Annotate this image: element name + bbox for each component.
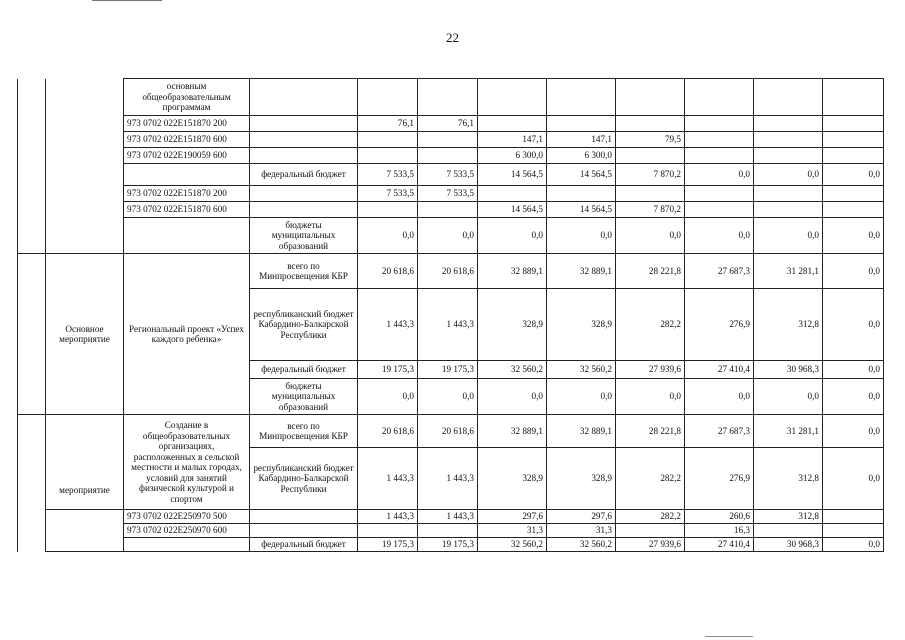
table-row-code	[18, 148, 884, 164]
value-cell: 27 939,6	[616, 538, 685, 552]
value-cell: 76,1	[358, 116, 418, 132]
value-cell: 7 533,5	[418, 164, 478, 186]
source-cell: федеральный бюджет	[250, 164, 358, 186]
value-cell	[418, 524, 478, 538]
value-cell: 20 618,6	[358, 415, 418, 448]
table-row-code	[18, 116, 884, 132]
source-cell	[250, 202, 358, 218]
value-cell: 6 300,0	[478, 148, 547, 164]
value-cell: 276,9	[685, 289, 754, 361]
source-cell	[250, 79, 358, 116]
value-cell: 1 443,3	[418, 448, 478, 510]
value-cell	[616, 186, 685, 202]
value-cell: 0,0	[685, 379, 754, 415]
budget-code-cell: 973 0702 022E250970 500	[124, 510, 250, 524]
description-cell	[124, 538, 250, 552]
value-cell: 14 564,5	[478, 202, 547, 218]
value-cell: 27 410,4	[685, 538, 754, 552]
source-cell: всего по Минпросвещения КБР	[250, 415, 358, 448]
value-cell: 0,0	[418, 218, 478, 254]
value-cell: 282,2	[616, 448, 685, 510]
value-cell: 7 533,5	[358, 164, 418, 186]
value-cell	[823, 202, 884, 218]
value-cell	[358, 148, 418, 164]
value-cell: 276,9	[685, 448, 754, 510]
value-cell	[823, 510, 884, 524]
value-cell: 30 968,3	[754, 361, 823, 379]
value-cell	[754, 524, 823, 538]
table-row-code	[18, 510, 884, 524]
value-cell	[685, 148, 754, 164]
value-cell: 27 410,4	[685, 361, 754, 379]
value-cell: 1 443,3	[418, 510, 478, 524]
value-cell: 27 687,3	[685, 254, 754, 289]
value-cell	[685, 186, 754, 202]
value-cell: 31 281,1	[754, 415, 823, 448]
project-name-cell: Региональный проект «Успех каждого ребенка»	[124, 254, 250, 415]
value-cell: 0,0	[823, 448, 884, 510]
value-cell	[358, 79, 418, 116]
source-cell	[250, 132, 358, 148]
value-cell	[616, 148, 685, 164]
budget-code-cell: 973 0702 022E151870 600	[124, 132, 250, 148]
value-cell: 328,9	[547, 289, 616, 361]
value-cell: 0,0	[547, 218, 616, 254]
value-cell: 1 443,3	[358, 510, 418, 524]
value-cell: 32 560,2	[547, 361, 616, 379]
value-cell: 297,6	[547, 510, 616, 524]
value-cell	[616, 116, 685, 132]
value-cell: 0,0	[754, 164, 823, 186]
value-cell	[754, 79, 823, 116]
value-cell	[685, 116, 754, 132]
value-cell: 312,8	[754, 289, 823, 361]
value-cell: 0,0	[418, 379, 478, 415]
value-cell	[823, 524, 884, 538]
table-body	[18, 79, 884, 552]
value-cell: 0,0	[754, 218, 823, 254]
value-cell: 0,0	[823, 289, 884, 361]
value-cell: 0,0	[823, 538, 884, 552]
value-cell: 328,9	[478, 448, 547, 510]
source-cell	[250, 510, 358, 524]
activity-type-cell: мероприятие	[46, 415, 124, 510]
value-cell: 79,5	[616, 132, 685, 148]
value-cell: 19 175,3	[418, 538, 478, 552]
value-cell: 147,1	[478, 132, 547, 148]
value-cell: 30 968,3	[754, 538, 823, 552]
table-row-federal	[18, 538, 884, 552]
value-cell	[685, 132, 754, 148]
table-row-federal	[18, 164, 884, 186]
value-cell: 0,0	[547, 379, 616, 415]
table-row-municipal	[18, 218, 884, 254]
value-cell	[823, 116, 884, 132]
col-number-cell	[18, 79, 46, 254]
value-cell: 0,0	[823, 415, 884, 448]
value-cell: 328,9	[547, 448, 616, 510]
col-number-cell	[18, 254, 46, 415]
value-cell: 0,0	[616, 379, 685, 415]
activity-name-cell: Создание в общеобразовательных организациях, расположенных в сельской местности и малых городах, условий для занятий физической культурой и спортом	[124, 415, 250, 510]
value-cell: 282,2	[616, 510, 685, 524]
value-cell: 19 175,3	[358, 361, 418, 379]
value-cell: 7 533,5	[418, 186, 478, 202]
value-cell: 0,0	[685, 218, 754, 254]
value-cell: 14 564,5	[478, 164, 547, 186]
source-cell: федеральный бюджет	[250, 538, 358, 552]
source-cell: всего по Минпросвещения КБР	[250, 254, 358, 289]
description-cell	[124, 164, 250, 186]
value-cell: 16,3	[685, 524, 754, 538]
value-cell	[418, 202, 478, 218]
value-cell: 31,3	[478, 524, 547, 538]
value-cell: 32 889,1	[547, 415, 616, 448]
value-cell: 31,3	[547, 524, 616, 538]
value-cell: 328,9	[478, 289, 547, 361]
value-cell: 260,6	[685, 510, 754, 524]
value-cell: 1 443,3	[358, 289, 418, 361]
value-cell: 147,1	[547, 132, 616, 148]
value-cell: 28 221,8	[616, 254, 685, 289]
value-cell	[823, 79, 884, 116]
table-row-code	[18, 524, 884, 538]
table-row-activity	[18, 415, 884, 448]
value-cell	[418, 148, 478, 164]
source-cell	[250, 186, 358, 202]
budget-code-cell: 973 0702 022E190059 600	[124, 148, 250, 164]
value-cell: 0,0	[358, 379, 418, 415]
value-cell	[547, 116, 616, 132]
value-cell: 76,1	[418, 116, 478, 132]
value-cell	[754, 202, 823, 218]
value-cell	[358, 132, 418, 148]
value-cell: 7 533,5	[358, 186, 418, 202]
value-cell: 32 889,1	[547, 254, 616, 289]
value-cell: 20 618,6	[418, 415, 478, 448]
source-cell: бюджеты муниципальных образований	[250, 379, 358, 415]
budget-table	[17, 78, 884, 552]
value-cell	[616, 524, 685, 538]
table-row-continuation	[18, 79, 884, 116]
value-cell: 0,0	[685, 164, 754, 186]
scan-mark-bottom	[705, 636, 753, 637]
budget-code-cell: 973 0702 022E151870 200	[124, 116, 250, 132]
value-cell: 32 560,2	[478, 361, 547, 379]
table-row-code	[18, 186, 884, 202]
description-cell	[124, 218, 250, 254]
value-cell: 20 618,6	[358, 254, 418, 289]
scan-mark-top	[92, 0, 162, 4]
value-cell: 31 281,1	[754, 254, 823, 289]
value-cell: 1 443,3	[358, 448, 418, 510]
value-cell: 312,8	[754, 510, 823, 524]
value-cell: 0,0	[616, 218, 685, 254]
value-cell: 20 618,6	[418, 254, 478, 289]
value-cell: 28 221,8	[616, 415, 685, 448]
value-cell	[547, 186, 616, 202]
value-cell: 27 687,3	[685, 415, 754, 448]
col-type-cell	[46, 510, 124, 552]
value-cell: 0,0	[823, 164, 884, 186]
table-row-code	[18, 132, 884, 148]
value-cell	[754, 132, 823, 148]
budget-code-cell: 973 0702 022E151870 600	[124, 202, 250, 218]
value-cell	[754, 116, 823, 132]
value-cell	[754, 148, 823, 164]
value-cell: 14 564,5	[547, 202, 616, 218]
value-cell: 7 870,2	[616, 164, 685, 186]
value-cell: 0,0	[823, 254, 884, 289]
value-cell	[685, 79, 754, 116]
value-cell: 14 564,5	[547, 164, 616, 186]
value-cell	[823, 148, 884, 164]
value-cell: 1 443,3	[418, 289, 478, 361]
value-cell: 32 889,1	[478, 415, 547, 448]
value-cell: 32 560,2	[547, 538, 616, 552]
value-cell	[358, 202, 418, 218]
value-cell: 297,6	[478, 510, 547, 524]
budget-code-cell: 973 0702 022E250970 600	[124, 524, 250, 538]
value-cell: 32 889,1	[478, 254, 547, 289]
value-cell: 7 870,2	[616, 202, 685, 218]
page-number: 22	[446, 30, 459, 45]
value-cell: 6 300,0	[547, 148, 616, 164]
value-cell: 0,0	[823, 361, 884, 379]
value-cell	[685, 202, 754, 218]
value-cell: 19 175,3	[358, 538, 418, 552]
value-cell: 0,0	[358, 218, 418, 254]
value-cell: 32 560,2	[478, 538, 547, 552]
source-cell: республиканский бюджет Кабардино-Балкарской Республики	[250, 289, 358, 361]
table-row-code	[18, 202, 884, 218]
value-cell	[754, 186, 823, 202]
table-row-project	[18, 254, 884, 289]
value-cell	[823, 186, 884, 202]
value-cell: 282,2	[616, 289, 685, 361]
value-cell	[478, 186, 547, 202]
value-cell: 0,0	[478, 218, 547, 254]
value-cell: 27 939,6	[616, 361, 685, 379]
budget-code-cell: 973 0702 022E151870 200	[124, 186, 250, 202]
value-cell: 312,8	[754, 448, 823, 510]
value-cell	[418, 79, 478, 116]
value-cell	[478, 79, 547, 116]
col-type-cell	[46, 79, 124, 254]
value-cell: 0,0	[823, 379, 884, 415]
source-cell: республиканский бюджет Кабардино-Балкарской Республики	[250, 448, 358, 510]
description-cell: основным общеобразовательным программам	[124, 79, 250, 116]
value-cell	[823, 132, 884, 148]
source-cell	[250, 524, 358, 538]
value-cell	[418, 132, 478, 148]
value-cell	[616, 79, 685, 116]
value-cell: 0,0	[754, 379, 823, 415]
activity-type-cell: Основное мероприятие	[46, 254, 124, 415]
value-cell: 0,0	[823, 218, 884, 254]
value-cell: 0,0	[478, 379, 547, 415]
col-number-cell	[18, 415, 46, 552]
value-cell: 19 175,3	[418, 361, 478, 379]
value-cell	[547, 79, 616, 116]
source-cell	[250, 148, 358, 164]
value-cell	[358, 524, 418, 538]
source-cell	[250, 116, 358, 132]
source-cell: федеральный бюджет	[250, 361, 358, 379]
value-cell	[478, 116, 547, 132]
source-cell: бюджеты муниципальных образований	[250, 218, 358, 254]
